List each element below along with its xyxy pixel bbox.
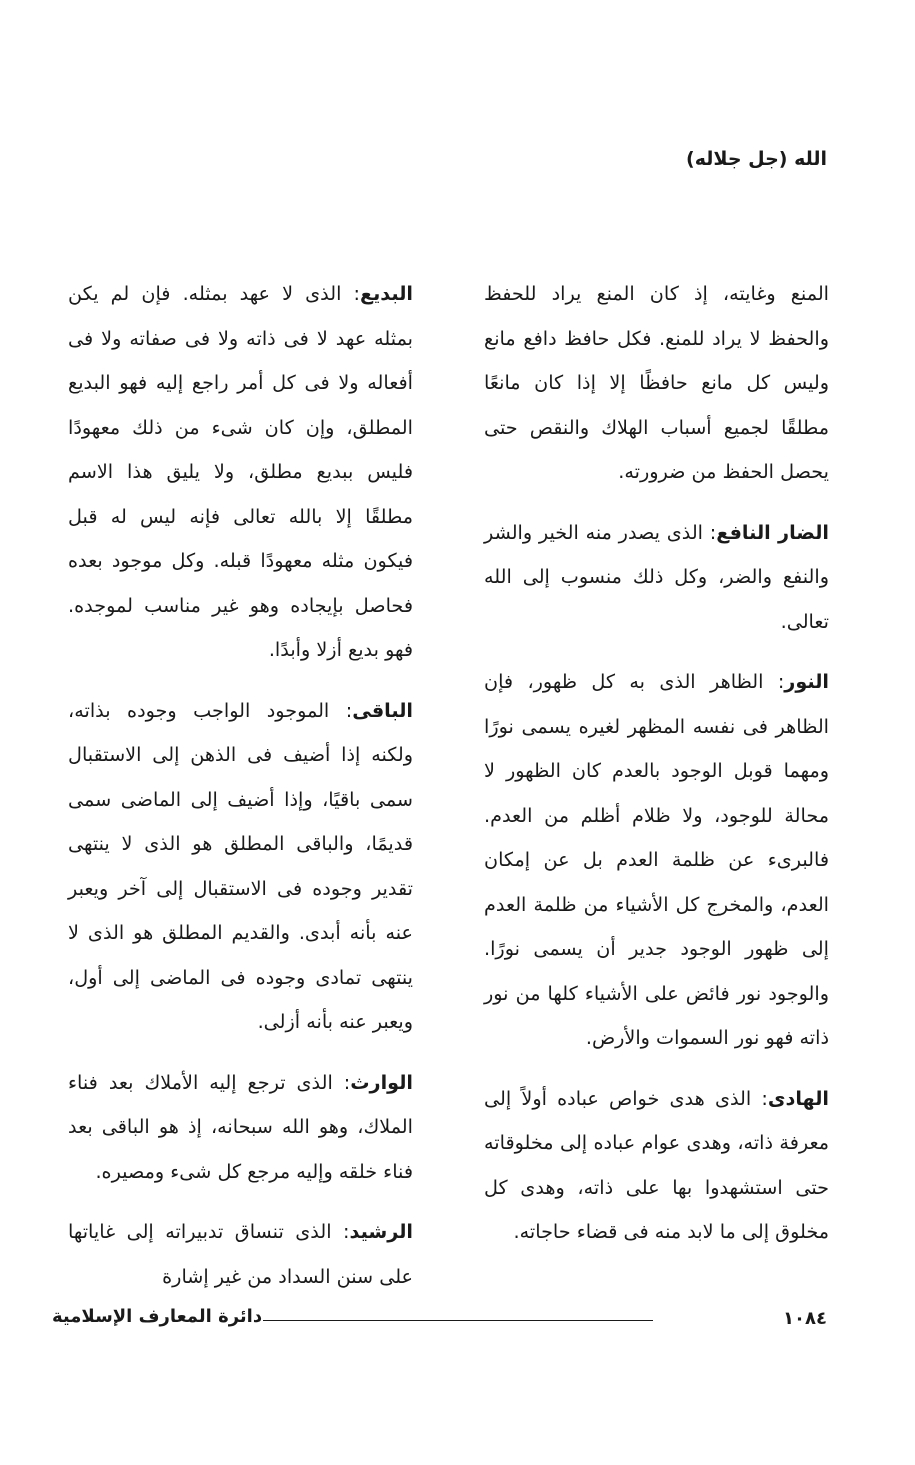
entry-text: : الموجود الواجب وجوده بذاته، ولكنه إذا أضيف فى الذهن إلى الاستقبال سمى باقيًا، وإذا أضيف إلى الماضى سمى قديمًا، والباقى المطلق هو الذى لا ينتهى تقدير وجوده فى الاستقبال إلى آخر ويعبر عنه بأنه أبدى. والقديم المطلق هو الذى لا ينتهى تمادى وجوده فى الماضى إلى أول، ويعبر عنه بأنه أزلى. (68, 698, 413, 1033)
entry-al-darr-al-nafi (484, 511, 829, 645)
page-number: ١٠٨٤ (783, 1308, 827, 1329)
entry-al-baqi (68, 689, 413, 1045)
entry-text: : الذى ترجع إليه الأملاك بعد فناء الملاك، وهو الله سبحانه، إذ هو الباقى بعد فناء خلقه وإليه مرجع كل شىء ومصيره. (68, 1070, 413, 1183)
entry-al-warith (68, 1061, 413, 1195)
entry-al-badi (68, 272, 413, 673)
entry-term: الضار النافع (716, 520, 829, 544)
running-head: الله (جل جلاله) (686, 148, 827, 170)
page-footer (0, 1300, 915, 1340)
entry-al-nur (484, 660, 829, 1061)
entry-term: الوارث (350, 1070, 413, 1094)
left-column (68, 272, 413, 1315)
entry-text: : الذى تنساق تدبيراته إلى غاياتها على سنن السداد من غير إشارة (68, 1220, 413, 1288)
right-column (484, 272, 829, 1271)
entry-term: البديع (359, 282, 413, 305)
entry-text: : الذى لا عهد بمثله. فإن لم يكن بمثله عهد لا فى ذاته ولا فى صفاته ولا فى أفعاله ولا فى كل أمر راجع إليه فهو البديع المطلق، وإن كان شىء من ذلك معهودًا فليس ببديع مطلق، ولا يليق هذا الاسم مطلقًا إلا بالله تعالى فإنه ليس له قبل فيكون مثله معهودًا قبله. وكل موجود بعده فحاصل بإيجاده وهو غير مناسب لموجده. فهو بديع أزلا وأبدًا. (68, 282, 413, 661)
entry-al-hadi (484, 1077, 829, 1255)
footer-rule (263, 1320, 653, 1321)
continued-paragraph: المنع وغايته، إذ كان المنع يراد للحفظ والحفظ لا يراد للمنع. فكل حافظ دافع مانع وليس كل مانع حافظًا إلا إذا كان مانعًا مطلقًا لجميع أسباب الهلاك والنقص حتى يحصل الحفظ من ضرورته. (484, 282, 829, 483)
publication-title: دائرة المعارف الإسلامية (52, 1306, 263, 1327)
entry-term: الرشيد (349, 1220, 413, 1243)
entry-term: الباقى (352, 698, 413, 722)
entry-text: : الظاهر الذى به كل ظهور، فإن الظاهر فى نفسه المظهر لغيره يسمى نورًا ومهما قوبل الوجود بالعدم كان الظهور لا محالة للوجود، ولا ظلام أظلم من العدم. فالبرىء عن ظلمة العدم بل عن إمكان العدم، والمخرج كل الأشياء من ظلمة العدم إلى ظهور الوجود جدير أن يسمى نورًا. والوجود نور فائض على الأشياء كلها من نور ذاته فهو نور السموات والأرض. (484, 670, 829, 1049)
entry-term: الهادى (767, 1086, 829, 1110)
entry-text: : الذى يصدر منه الخير والشر والنفع والضر، وكل ذلك منسوب إلى الله تعالى. (484, 520, 829, 633)
entry-text: : الذى هدى خواص عباده أولاً إلى معرفة ذاته، وهدى عوام عباده إلى مخلوقاته حتى استشهدوا بها على ذاته، وهدى كل مخلوق إلى ما لابد منه فى قضاء حاجاته. (484, 1086, 829, 1243)
entry-al-rashid (68, 1210, 413, 1299)
entry-term: النور (784, 670, 829, 693)
